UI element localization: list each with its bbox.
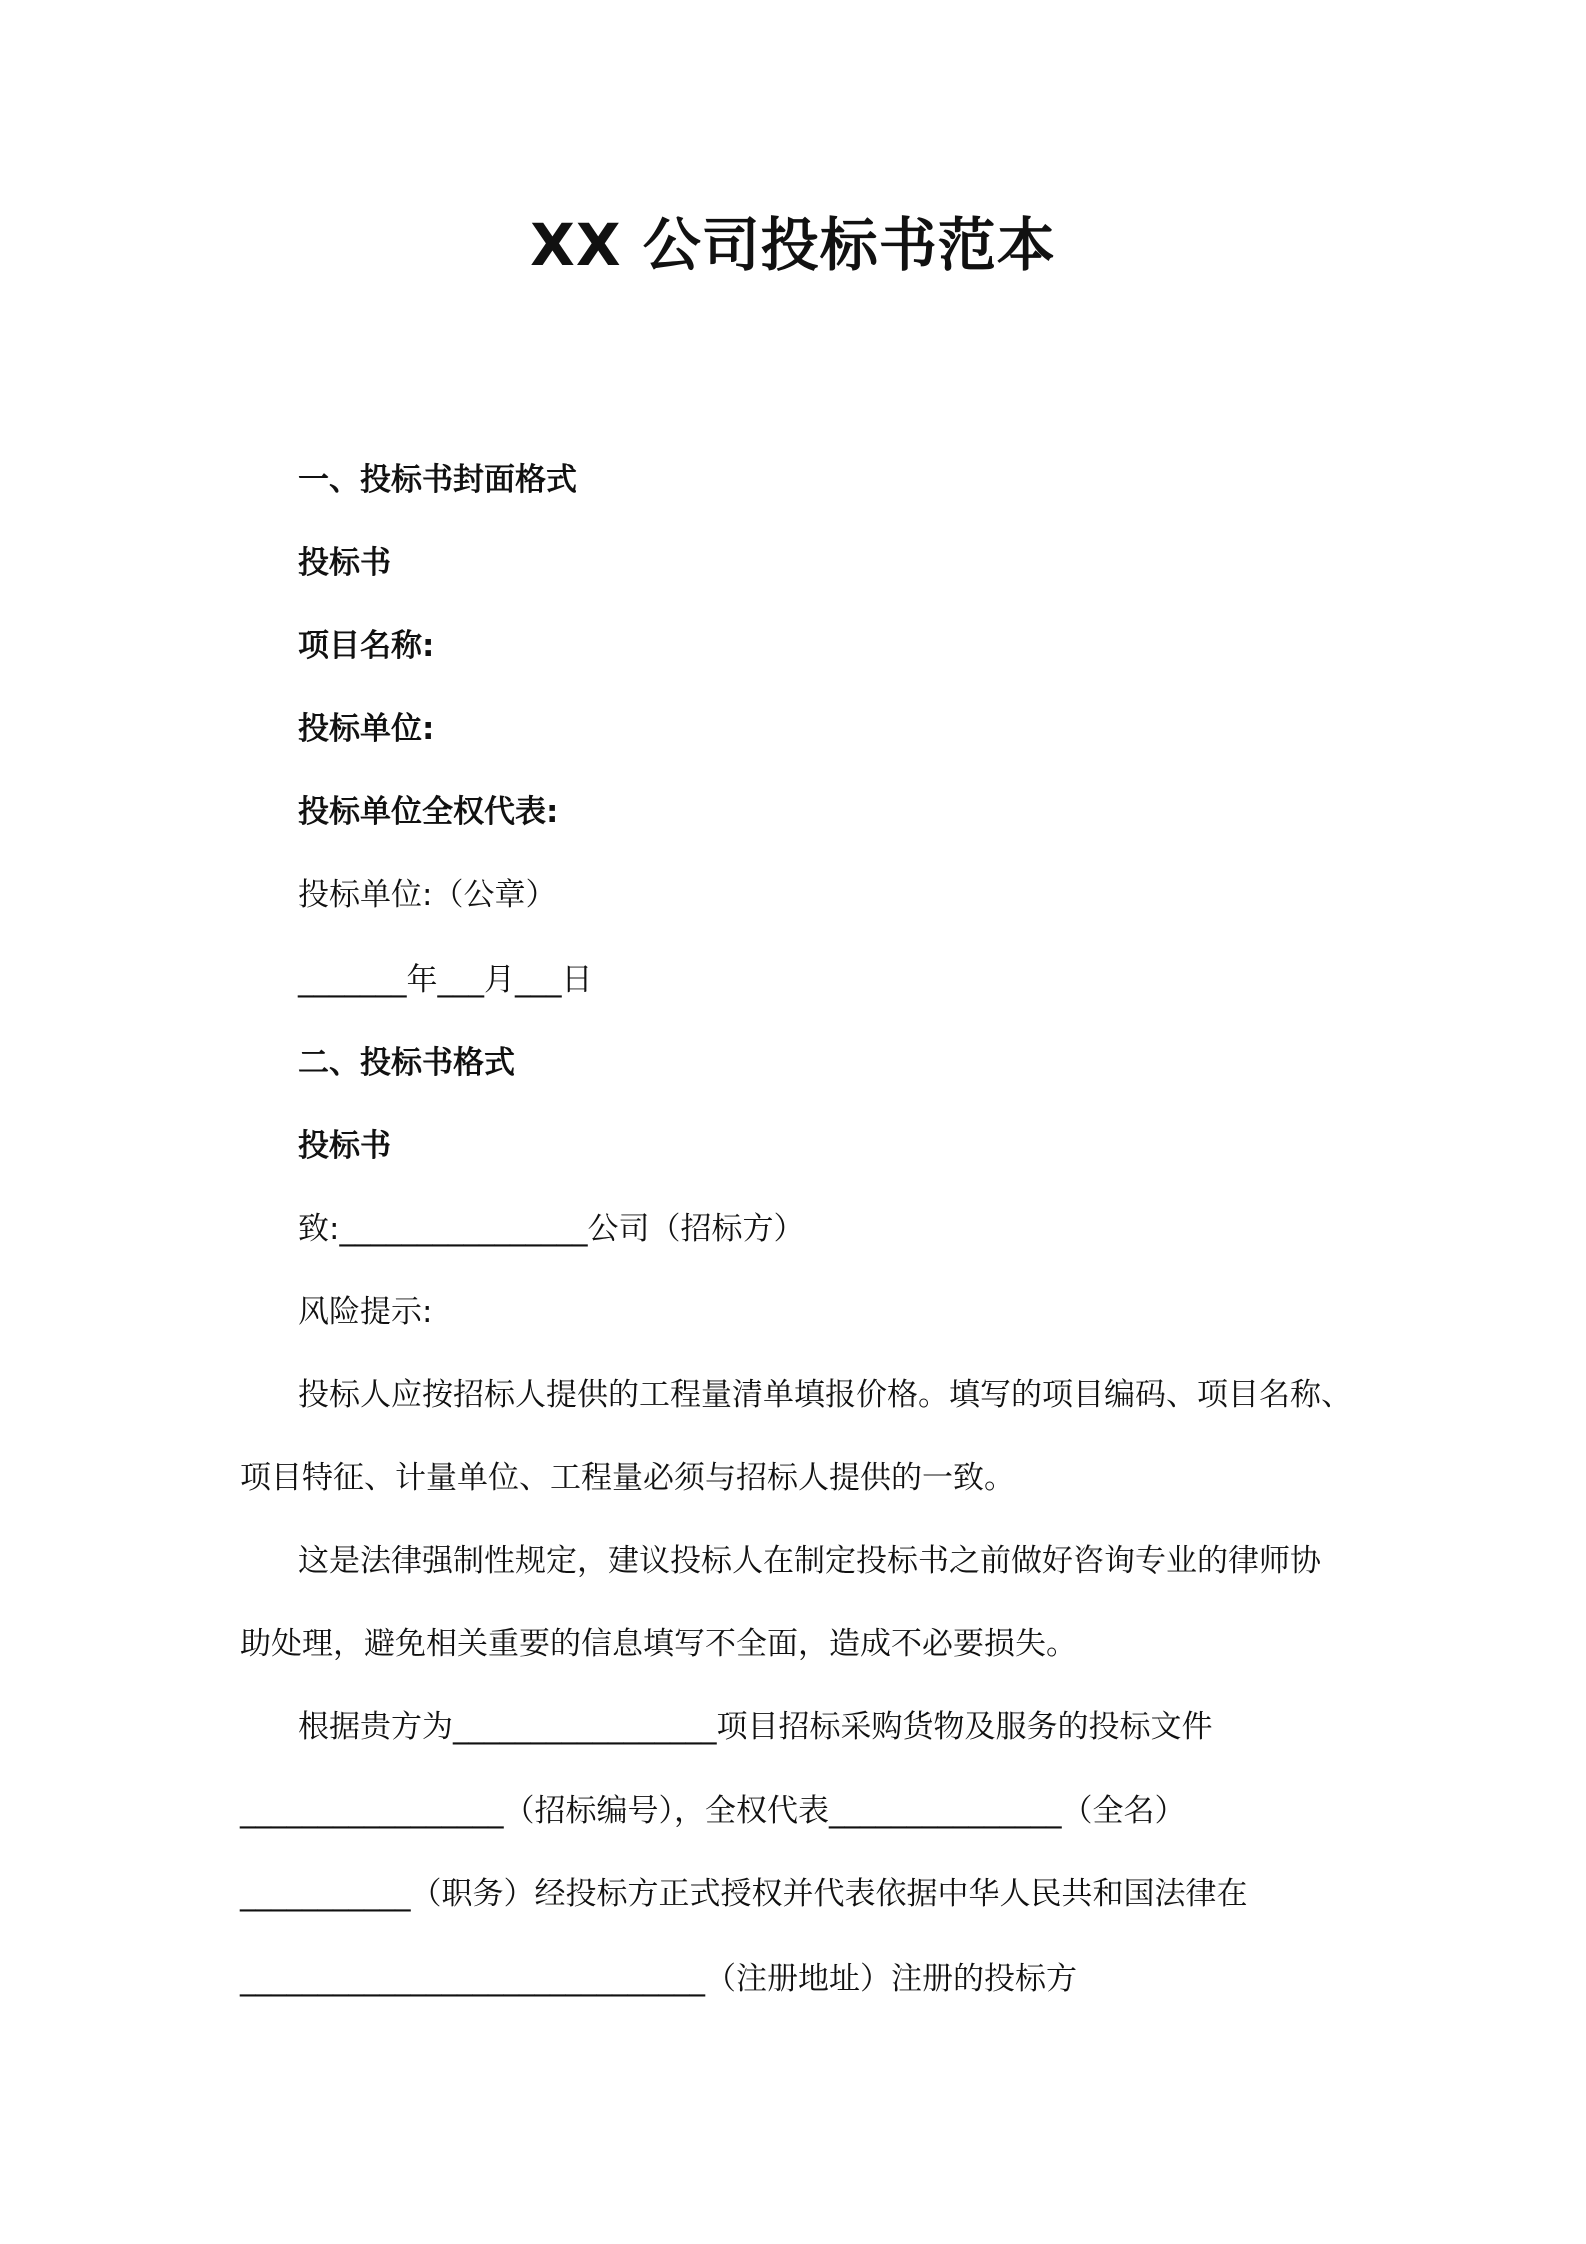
risk-paragraph1-line1: 投标人应按招标人提供的工程量清单填报价格。填写的项目编码、项目名称、 bbox=[298, 1377, 1352, 1413]
seal-line: 投标单位:（公章） bbox=[298, 877, 557, 913]
section1-heading: 一、投标书封面格式 bbox=[298, 462, 577, 498]
risk-label: 风险提示: bbox=[298, 1294, 433, 1330]
cover-title: 投标书 bbox=[298, 545, 391, 581]
body-line4: ______________________________（注册地址）注册的投标方 bbox=[240, 1961, 1077, 1997]
risk-paragraph1-line2: 项目特征、计量单位、工程量必须与招标人提供的一致。 bbox=[240, 1460, 1015, 1496]
body-line3: ___________（职务）经投标方正式授权并代表依据中华人民共和国法律在 bbox=[240, 1876, 1248, 1912]
bid-title: 投标书 bbox=[298, 1128, 391, 1164]
body-line1: 根据贵方为_________________项目招标采购货物及服务的投标文件 bbox=[298, 1709, 1213, 1745]
to-line: 致:________________公司（招标方） bbox=[298, 1211, 805, 1247]
risk-paragraph2-line2: 助处理，避免相关重要的信息填写不全面，造成不必要损失。 bbox=[240, 1626, 1077, 1662]
body-line2: _________________（招标编号），全权代表_______________（全名） bbox=[240, 1793, 1186, 1829]
project-name-label: 项目名称: bbox=[298, 628, 435, 664]
representative-label: 投标单位全权代表: bbox=[298, 794, 559, 830]
risk-paragraph2-line1: 这是法律强制性规定，建议投标人在制定投标书之前做好咨询专业的律师协 bbox=[298, 1543, 1321, 1579]
section2-heading: 二、投标书格式 bbox=[298, 1045, 515, 1081]
date-line: _______年___月___日 bbox=[298, 962, 593, 998]
document-title: XX 公司投标书范本 bbox=[530, 211, 1056, 279]
bidder-label: 投标单位: bbox=[298, 711, 435, 747]
